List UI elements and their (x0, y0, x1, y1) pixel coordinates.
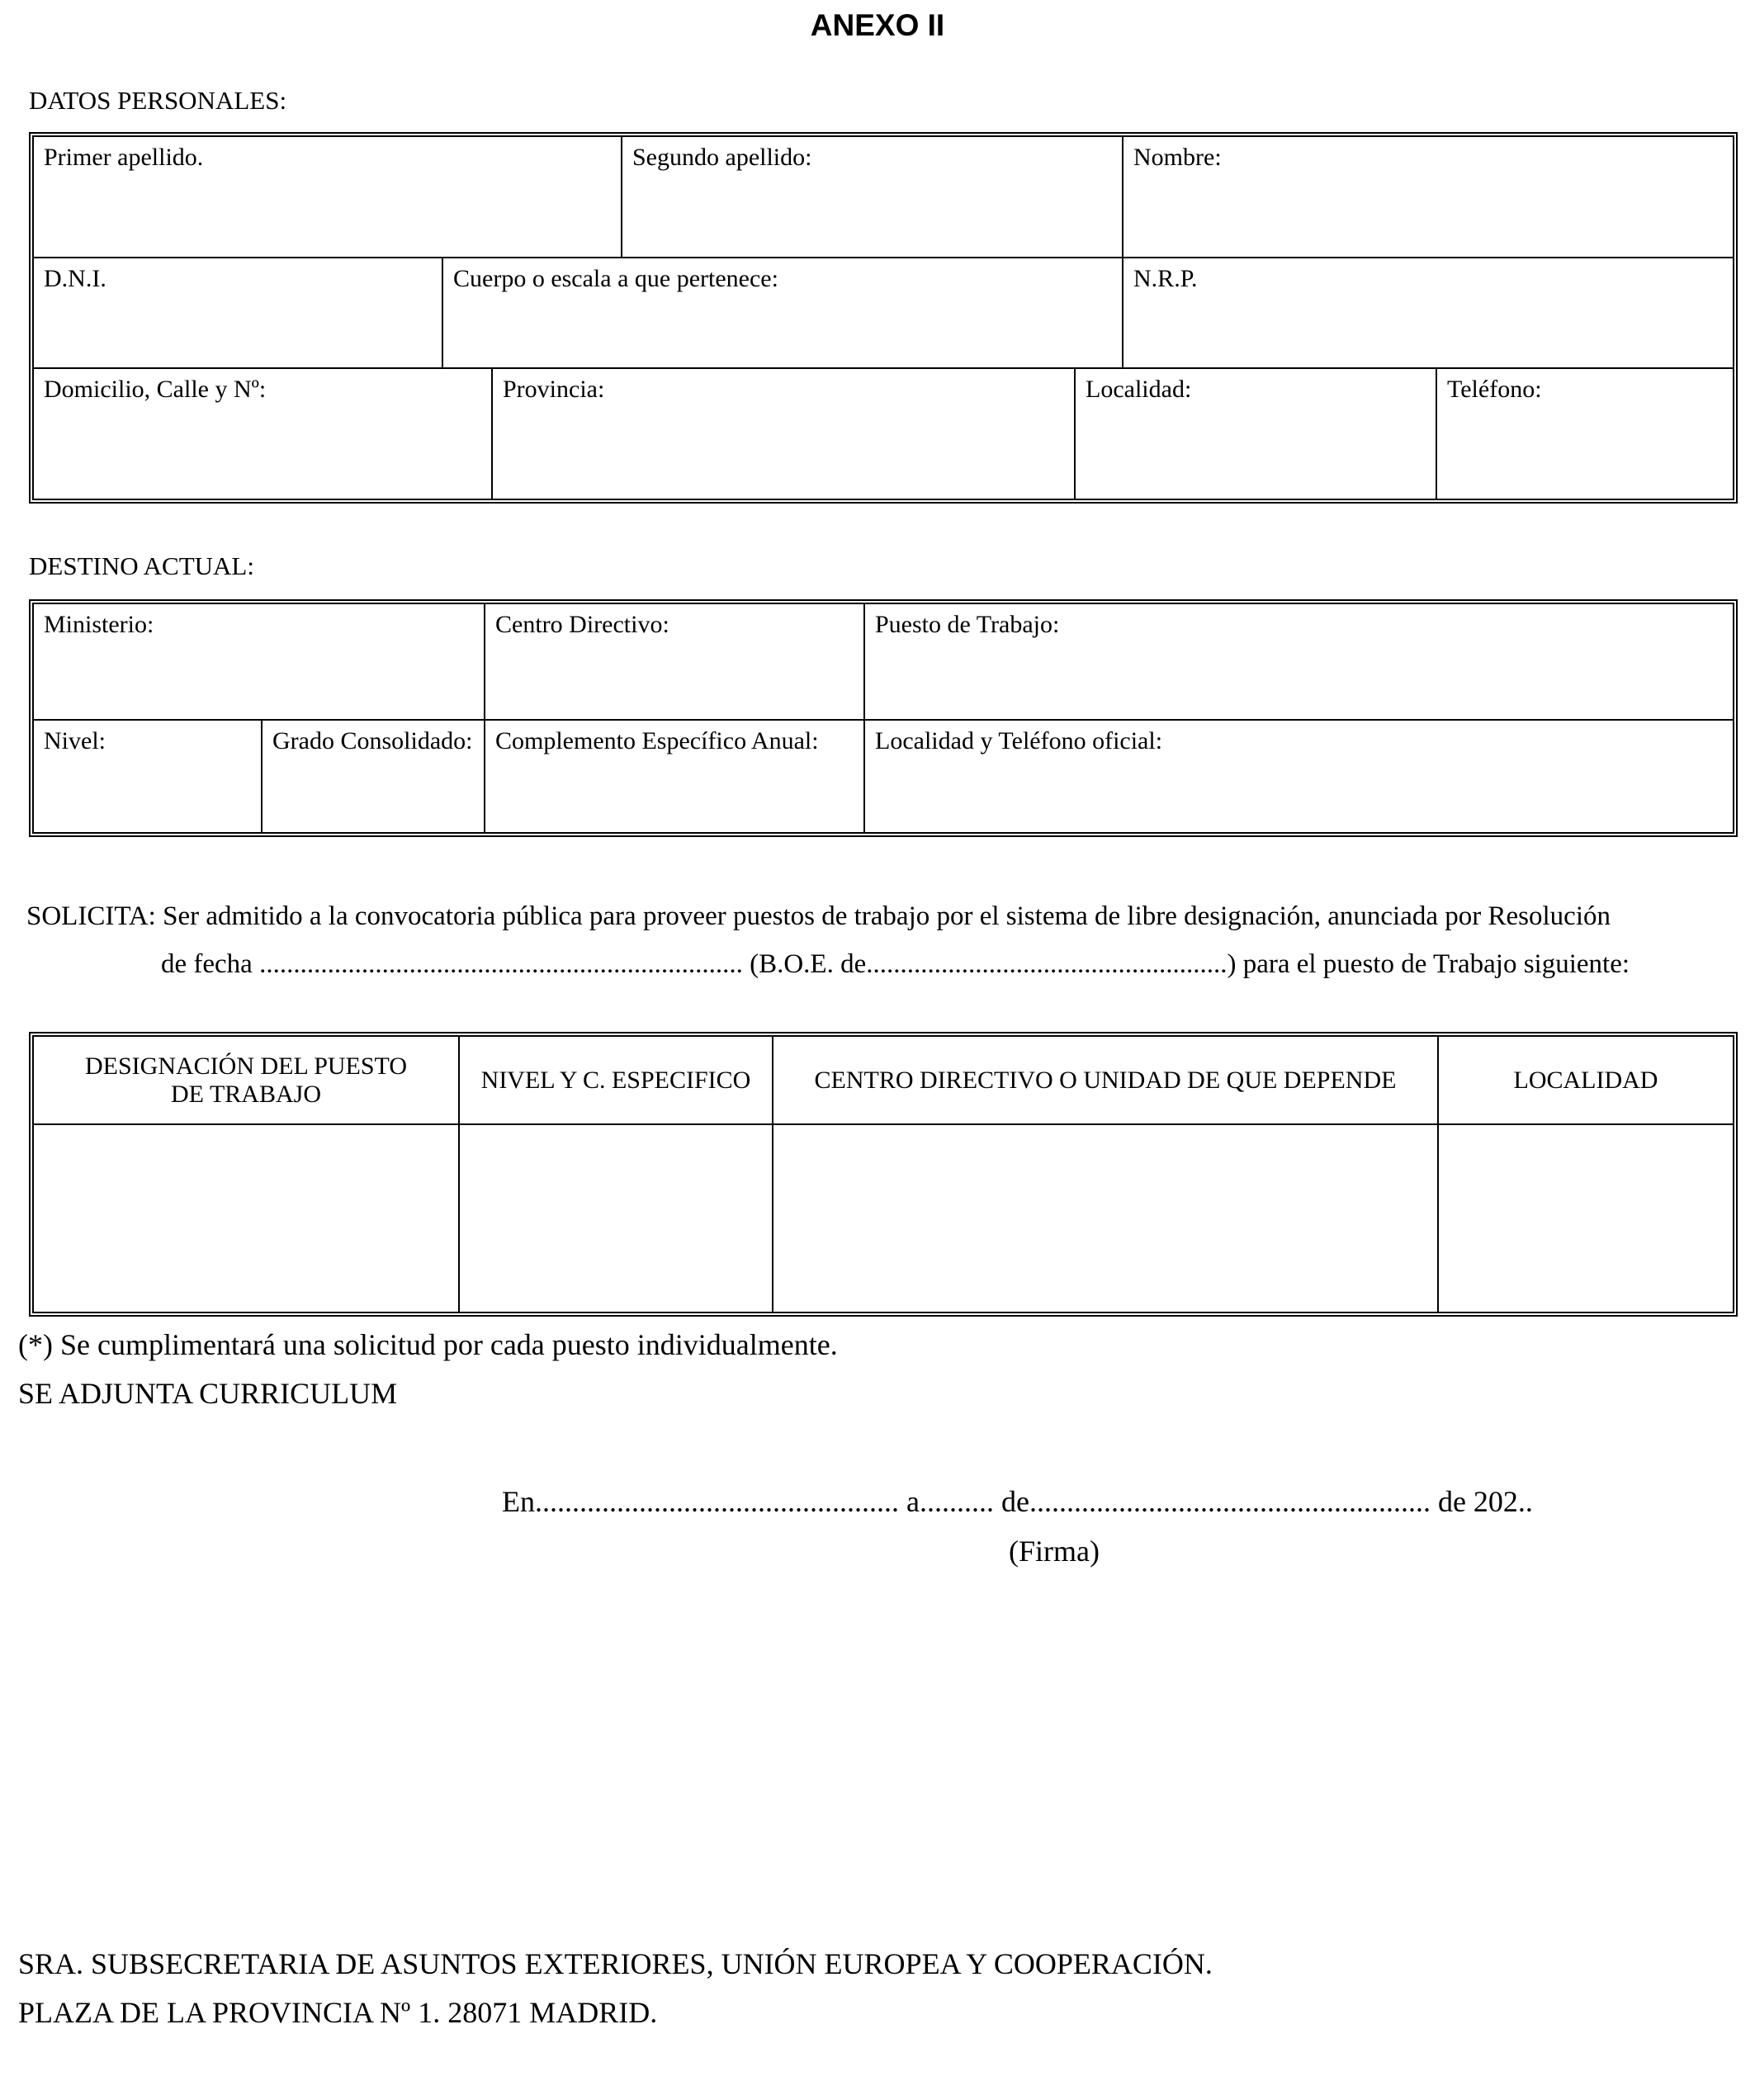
recipient-line-1: SRA. SUBSECRETARIA DE ASUNTOS EXTERIORES, UNIÓN EUROPEA Y COOPERACIÓN. (18, 1947, 1213, 1980)
field-localidad[interactable] (1075, 368, 1436, 499)
field-domicilio[interactable] (34, 368, 492, 499)
field-nombre[interactable] (1123, 137, 1733, 258)
field-centro-directivo[interactable] (485, 604, 864, 720)
field-puesto[interactable] (864, 604, 1733, 720)
firma-label: (Firma) (1009, 1535, 1100, 1568)
puesto-table (29, 1032, 1738, 1317)
page-title: ANEXO II (810, 8, 945, 42)
label-puesto: Puesto de Trabajo: (875, 611, 1060, 638)
field-complemento[interactable] (485, 720, 864, 832)
adjunta-text: SE ADJUNTA CURRICULUM (18, 1377, 398, 1410)
label-dni: D.N.I. (44, 265, 106, 292)
field-nivel[interactable] (34, 720, 262, 832)
destino-box (29, 599, 1738, 837)
label-localidad-telefono: Localidad y Teléfono oficial: (875, 727, 1163, 754)
header-centro-text: CENTRO DIRECTIVO O UNIDAD DE QUE DEPENDE (814, 1066, 1397, 1094)
date-line[interactable]: En................................................. a.......... de...................................................... de 202.. (502, 1485, 1533, 1518)
section-label-datos-personales: DATOS PERSONALES: (29, 86, 287, 115)
field-cuerpo[interactable] (442, 258, 1123, 368)
label-provincia: Provincia: (503, 376, 605, 403)
section-label-destino-actual: DESTINO ACTUAL: (29, 551, 254, 580)
header-localidad-text: LOCALIDAD (1513, 1066, 1658, 1094)
label-segundo-apellido: Segundo apellido: (632, 144, 812, 171)
label-centro-directivo: Centro Directivo: (495, 611, 669, 638)
cell-nivel[interactable] (459, 1124, 773, 1312)
field-nrp[interactable] (1123, 258, 1733, 368)
label-localidad: Localidad: (1086, 376, 1192, 403)
label-grado: Grado Consolidado: (272, 727, 473, 754)
label-domicilio: Domicilio, Calle y Nº: (44, 376, 267, 403)
recipient-line-2: PLAZA DE LA PROVINCIA Nº 1. 28071 MADRID. (18, 1996, 658, 2029)
label-nrp: N.R.P. (1133, 265, 1198, 292)
label-ministerio: Ministerio: (44, 611, 154, 638)
header-nivel-text: NIVEL Y C. ESPECIFICO (480, 1066, 751, 1094)
label-primer-apellido: Primer apellido. (44, 144, 204, 171)
solicita-line-1: SOLICITA: Ser admitido a la convocatoria pública para proveer puestos de trabajo por el sistema de libre designación, anunciada por Resolución (26, 901, 1611, 931)
field-provincia[interactable] (492, 368, 1075, 499)
solicita-line-2: de fecha ....................................................................... (B.O.E. de.....................................................) para el puesto de Trabajo siguiente: (161, 949, 1630, 979)
label-nivel: Nivel: (44, 727, 106, 754)
cell-localidad[interactable] (1438, 1124, 1733, 1312)
header-nivel (459, 1037, 773, 1124)
field-telefono[interactable] (1436, 368, 1733, 499)
label-complemento: Complemento Específico Anual: (495, 727, 819, 754)
field-grado[interactable] (262, 720, 485, 832)
field-segundo-apellido[interactable] (622, 137, 1123, 258)
header-designacion-text: DESIGNACIÓN DEL PUESTO DE TRABAJO (85, 1052, 407, 1108)
header-centro (773, 1037, 1438, 1124)
field-localidad-telefono[interactable] (864, 720, 1733, 832)
note-text: (*) Se cumplimentará una solicitud por cada puesto individualmente. (18, 1328, 838, 1361)
label-telefono: Teléfono: (1447, 376, 1542, 403)
header-localidad (1438, 1037, 1733, 1124)
label-nombre: Nombre: (1133, 144, 1222, 171)
field-primer-apellido[interactable] (34, 137, 622, 258)
header-designacion (34, 1037, 459, 1124)
field-dni[interactable] (34, 258, 442, 368)
cell-designacion[interactable] (34, 1124, 459, 1312)
label-cuerpo: Cuerpo o escala a que pertenece: (453, 265, 778, 292)
field-ministerio[interactable] (34, 604, 485, 720)
personal-data-box (29, 132, 1738, 504)
cell-centro[interactable] (773, 1124, 1438, 1312)
